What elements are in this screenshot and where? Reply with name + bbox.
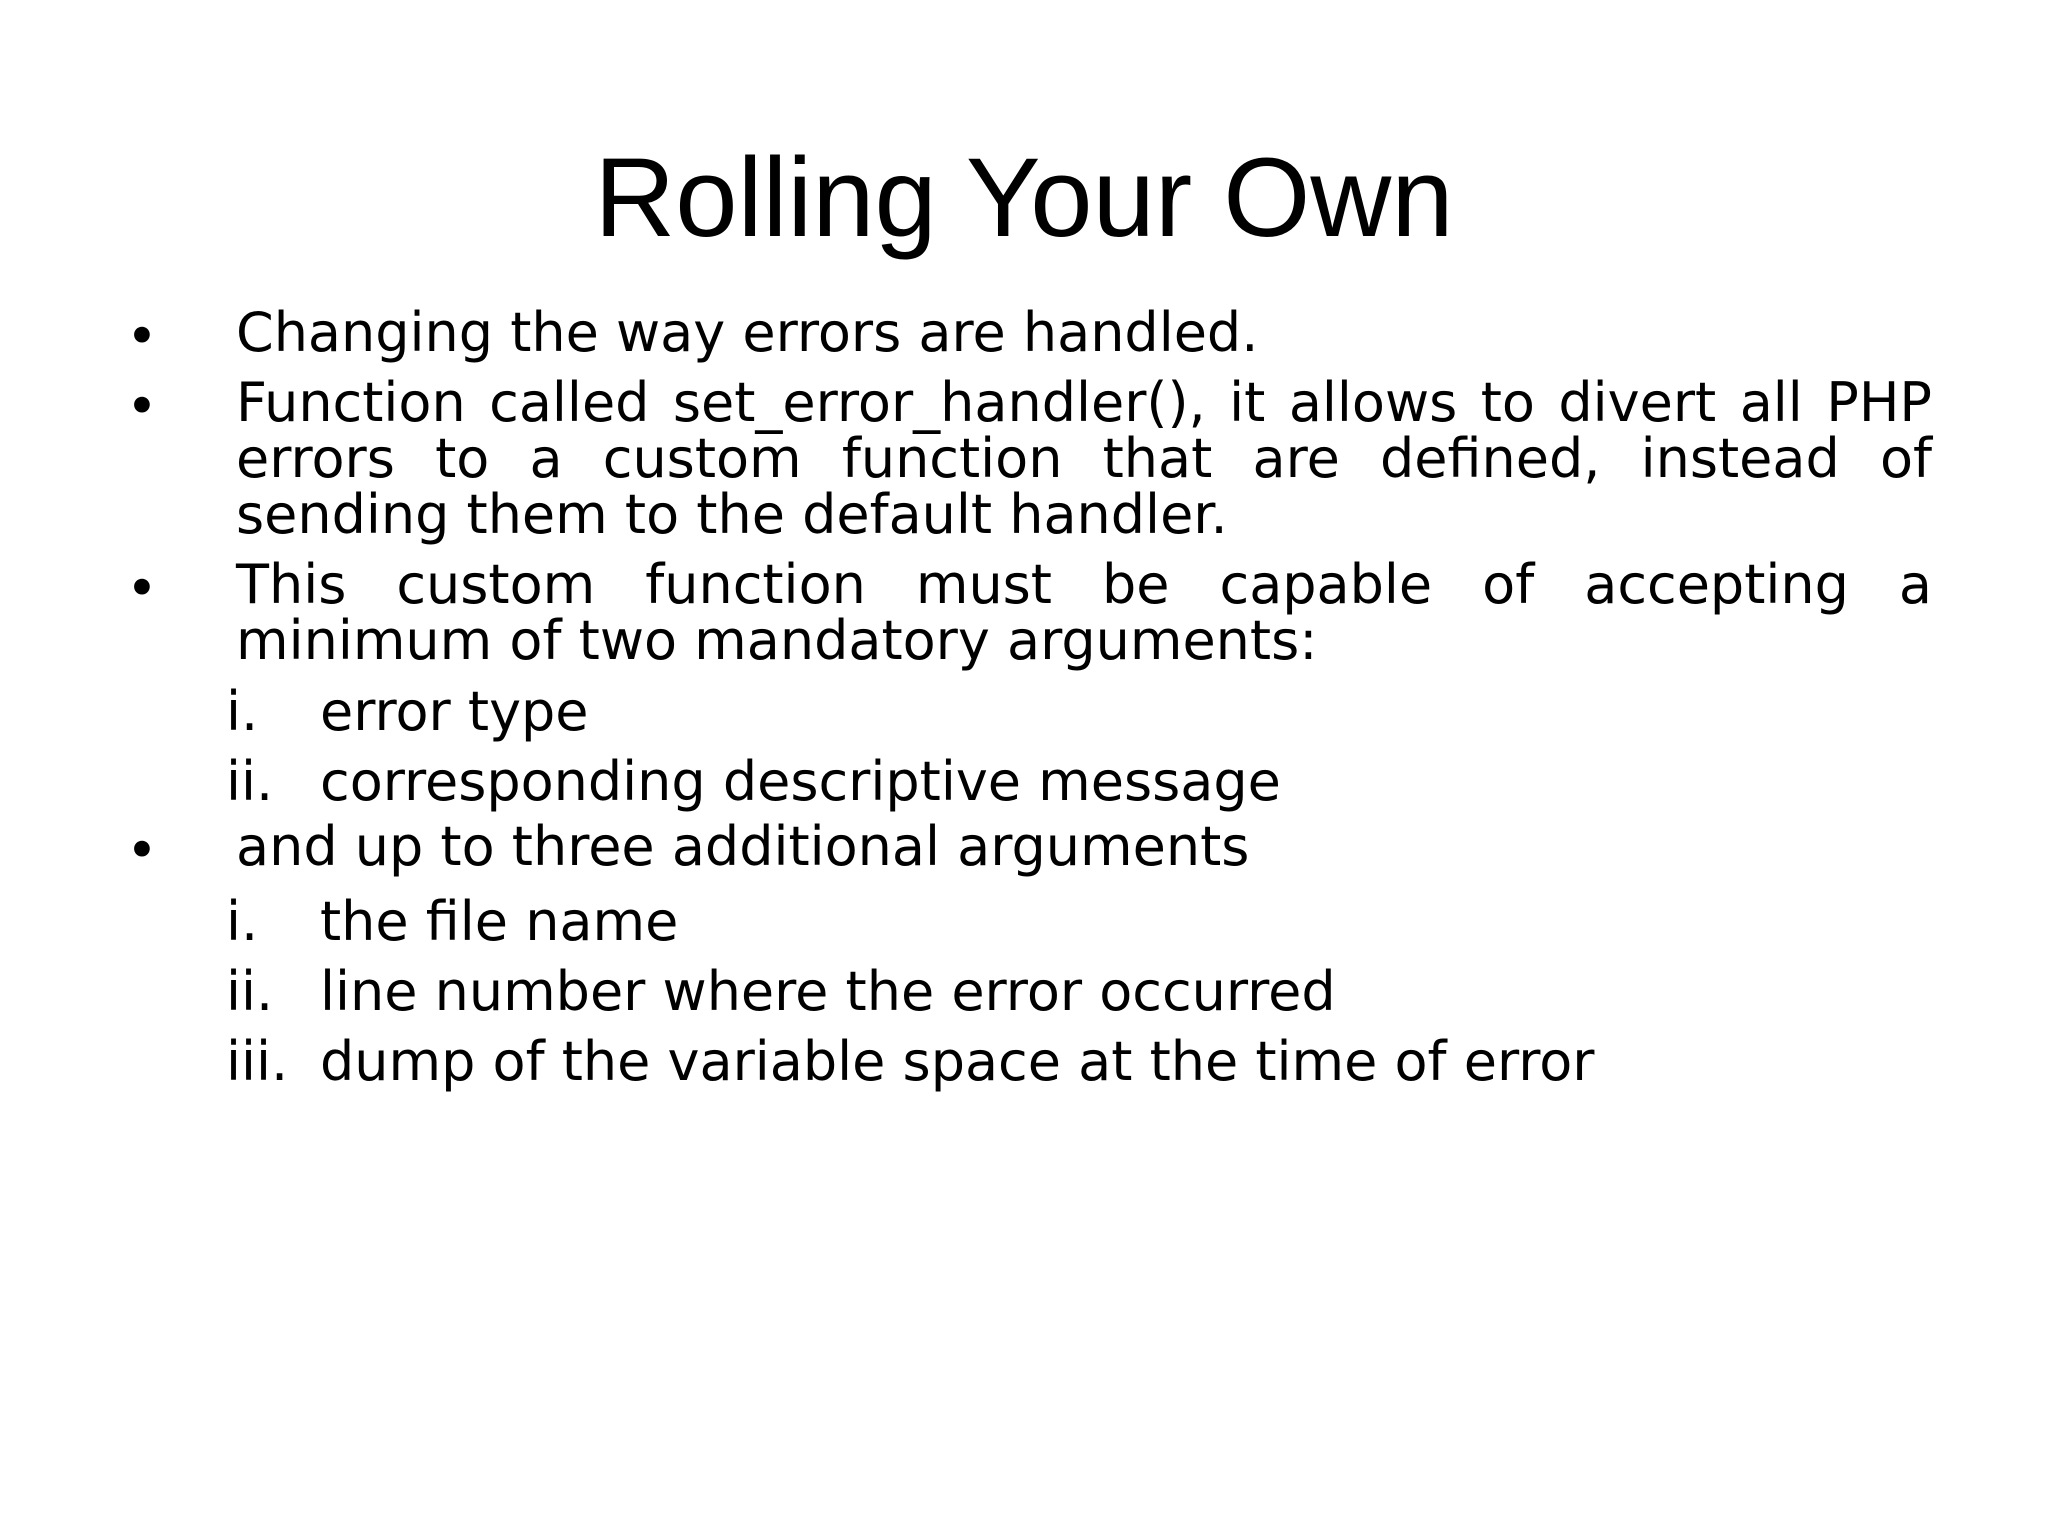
bullet-text: and up to three additional arguments	[236, 815, 1250, 878]
sub-list-number: iii.	[226, 1030, 289, 1093]
sub-list-item	[0, 1027, 2048, 1097]
sub-list-item	[0, 957, 2048, 1027]
bullet-text: Function called set_error_handler(), it allows to divert all PHP errors to a custom function that are defined, instead of sending them to the default handler.	[236, 371, 1932, 546]
bullet-dot: •	[126, 819, 158, 882]
sub-list-text: dump of the variable space at the time of error	[320, 1030, 1595, 1093]
bullet-text: This custom function must be capable of accepting a minimum of two mandatory arguments:	[236, 553, 1932, 672]
sub-list-text: the file name	[320, 890, 679, 953]
sub-list-item	[0, 677, 2048, 747]
bullet-text: Changing the way errors are handled.	[236, 301, 1259, 364]
bullet-item	[0, 815, 2048, 882]
slide-title: Rolling Your Own	[594, 135, 1454, 260]
bullet-dot: •	[126, 375, 158, 438]
sub-list-number: i.	[226, 890, 259, 953]
sub-list-text: corresponding descriptive message	[320, 750, 1281, 813]
sub-list-number: ii.	[226, 750, 274, 813]
bullet-item	[0, 553, 2048, 672]
bullet-item	[0, 301, 2048, 368]
sub-list-number: ii.	[226, 960, 274, 1023]
sub-list-text: line number where the error occurred	[320, 960, 1336, 1023]
sub-list-text: error type	[320, 680, 589, 743]
bullet-dot: •	[126, 557, 158, 620]
bullet-item	[0, 371, 2048, 546]
slide-body	[0, 301, 2048, 1097]
sub-list-item	[0, 887, 2048, 957]
sub-list-item	[0, 747, 2048, 817]
bullet-dot: •	[126, 305, 158, 368]
sub-list-number: i.	[226, 680, 259, 743]
